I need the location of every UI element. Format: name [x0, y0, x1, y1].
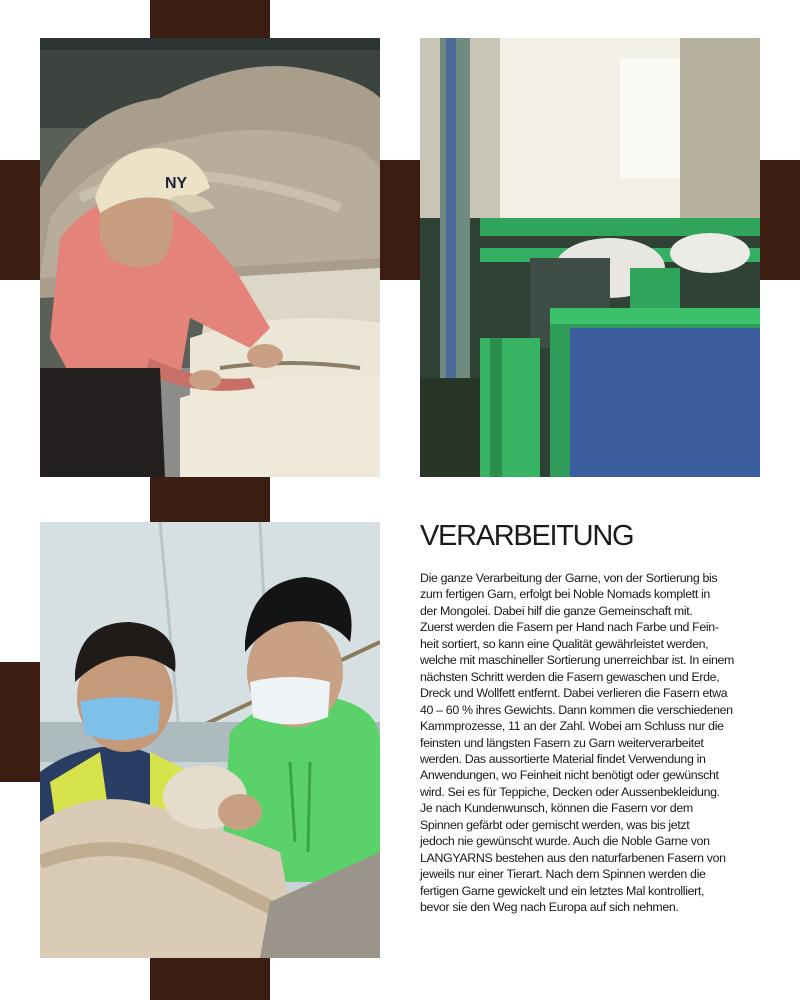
- decor-bar-top: [150, 0, 270, 38]
- body-line: feinsten und längsten Fasern zu Garn weiterverarbeitet: [420, 735, 704, 750]
- photo-woman-sorting-fibers: [40, 38, 380, 477]
- body-line: LANGYARNS bestehen aus den naturfarbenen Fasern von: [420, 850, 726, 865]
- body-line: werden. Das aussortierte Material findet Verwendung in: [420, 751, 706, 766]
- body-line: Spinnen gefärbt oder gemischt werden, was bis jetzt: [420, 817, 690, 832]
- body-line: heit sortiert, so kann eine Qualität gewährleistet werden,: [420, 636, 709, 651]
- body-line: fertigen Garne gewickelt und ein letztes Mal kontrolliert,: [420, 883, 705, 898]
- body-line: Zuerst werden die Fasern per Hand nach Farbe und Fein-: [420, 620, 719, 635]
- body-line: Anwendungen, wo Feinheit nicht benötigt oder gewünscht: [420, 768, 719, 783]
- body-line: nächsten Schritt werden die Fasern gewaschen und Erde,: [420, 669, 720, 684]
- body-line: jeweils nur einer Tierart. Nach dem Spinnen werden die: [420, 867, 706, 882]
- body-line: zum fertigen Garn, erfolgt bei Noble Nomads komplett in: [420, 587, 710, 602]
- body-line: jedoch nie gewünscht wurde. Auch die Noble Garne von: [420, 834, 710, 849]
- body-line: Kammprozesse, 11 an der Zahl. Wobei am Schluss nur die: [420, 719, 724, 734]
- decor-bar-left-top: [0, 160, 40, 280]
- body-line: welche mit maschineller Sortierung unerreichbar ist. In einem: [420, 653, 735, 668]
- decor-bar-bottom: [150, 958, 270, 1000]
- body-line: 40 – 60 % ihres Gewichts. Dann kommen die verschiedenen: [420, 702, 733, 717]
- body-line: der Mongolei. Dabei hilf die ganze Gemeinschaft mit.: [420, 603, 693, 618]
- photo-washing-machinery: [420, 38, 760, 477]
- decor-bar-center: [150, 477, 270, 522]
- decor-bar-left-bottom: [0, 662, 40, 782]
- decor-bar-right-top: [760, 160, 800, 280]
- body-line: Dreck und Wollfett entfernt. Dabei verlieren die Fasern etwa: [420, 686, 728, 701]
- photo-workers-inspecting-fiber: [40, 522, 380, 958]
- body-paragraph: [420, 570, 765, 916]
- decor-bar-middle-top: [380, 160, 420, 280]
- body-line: Die ganze Verarbeitung der Garne, von der Sortierung bis: [420, 571, 718, 585]
- section-heading: VERARBEITUNG: [420, 520, 634, 552]
- body-line: wird. Sei es für Teppiche, Decken oder Aussenbekleidung.: [420, 784, 720, 799]
- body-line: bevor sie den Weg nach Europa auf sich nehmen.: [420, 900, 679, 915]
- cap-logo-text: NY: [165, 175, 188, 192]
- body-line: Je nach Kundenwunsch, können die Fasern vor dem: [420, 801, 693, 816]
